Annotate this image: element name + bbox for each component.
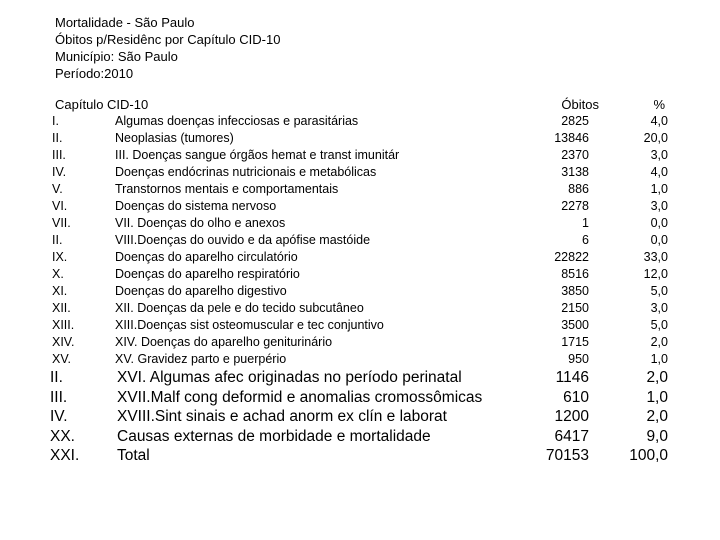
- column-header-chapter: Capítulo CID-10: [55, 97, 149, 112]
- deaths-count: 886: [568, 182, 589, 196]
- table-row: [0, 317, 720, 334]
- chapter-number: X.: [52, 267, 64, 281]
- chapter-description: XVIII.Sint sinais e achad anorm ex clín e laborat: [117, 408, 447, 425]
- chapter-description: XII. Doenças da pele e do tecido subcutâneo: [115, 301, 364, 315]
- table-row: [0, 266, 720, 283]
- chapter-number: III.: [52, 148, 66, 162]
- table-row: [0, 232, 720, 249]
- chapter-number: VI.: [52, 199, 68, 213]
- deaths-count: 610: [563, 388, 589, 406]
- chapter-number: IV.: [52, 165, 67, 179]
- table-row: [0, 181, 720, 198]
- deaths-percent: 0,0: [650, 233, 668, 247]
- table-row: [0, 407, 720, 427]
- deaths-count: 1715: [561, 335, 589, 349]
- table-row: [0, 446, 720, 466]
- chapter-number: XIII.: [52, 318, 75, 332]
- deaths-percent: 20,0: [643, 131, 668, 145]
- deaths-count: 3500: [561, 318, 589, 332]
- chapter-description: Doenças endócrinas nutricionais e metabólicas: [115, 165, 377, 179]
- deaths-count: 1200: [554, 408, 589, 425]
- deaths-count: 6417: [554, 427, 589, 445]
- deaths-count: 70153: [545, 447, 589, 464]
- chapter-description: XV. Gravidez parto e puerpério: [115, 352, 287, 366]
- deaths-percent: 5,0: [650, 318, 668, 332]
- chapter-description: Causas externas de morbidade e mortalidade: [117, 427, 431, 445]
- chapter-number: XI.: [52, 284, 68, 298]
- header-subtitle: Óbitos p/Residênc por Capítulo CID-10: [55, 32, 281, 47]
- chapter-description: Neoplasias (tumores): [115, 131, 234, 145]
- chapter-description: XIV. Doenças do aparelho geniturinário: [115, 335, 333, 349]
- table-row: [0, 147, 720, 164]
- deaths-percent: 3,0: [650, 199, 668, 213]
- mortality-table: [0, 113, 720, 466]
- deaths-count: 2150: [561, 301, 589, 315]
- chapter-number: I.: [52, 114, 59, 128]
- chapter-description: Algumas doenças infecciosas e parasitárias: [115, 114, 359, 128]
- deaths-percent: 9,0: [646, 427, 668, 445]
- chapter-number: XV.: [52, 352, 72, 366]
- deaths-percent: 5,0: [650, 284, 668, 298]
- chapter-number: II.: [50, 369, 63, 386]
- table-row: [0, 368, 720, 388]
- chapter-number: XXI.: [50, 447, 80, 464]
- chapter-number: III.: [50, 388, 68, 406]
- chapter-number: II.: [52, 131, 63, 145]
- table-row: [0, 427, 720, 447]
- table-row: [0, 113, 720, 130]
- chapter-description: XVI. Algumas afec originadas no período perinatal: [117, 369, 462, 386]
- chapter-description: Total: [117, 447, 150, 464]
- deaths-count: 2825: [561, 114, 589, 128]
- table-row: [0, 300, 720, 317]
- table-row: [0, 351, 720, 368]
- deaths-count: 1: [582, 216, 589, 230]
- report-header: [55, 14, 280, 82]
- deaths-count: 3850: [561, 284, 589, 298]
- deaths-count: 22822: [554, 250, 589, 264]
- column-header-deaths: Óbitos: [561, 97, 599, 112]
- deaths-percent: 2,0: [646, 408, 668, 425]
- deaths-percent: 1,0: [646, 388, 668, 406]
- chapter-number: XIV.: [52, 335, 75, 349]
- table-row: [0, 249, 720, 266]
- deaths-count: 2278: [561, 199, 589, 213]
- deaths-count: 6: [582, 233, 589, 247]
- table-row: [0, 334, 720, 351]
- chapter-number: XII.: [52, 301, 71, 315]
- chapter-description: VIII.Doenças do ouvido e da apófise mastóide: [115, 233, 371, 247]
- table-row: [0, 215, 720, 232]
- chapter-description: VII. Doenças do olho e anexos: [115, 216, 286, 230]
- deaths-percent: 12,0: [643, 267, 668, 281]
- deaths-count: 3138: [561, 165, 589, 179]
- table-row: [0, 164, 720, 181]
- chapter-description: Doenças do aparelho circulatório: [115, 250, 298, 264]
- table-row: [0, 130, 720, 147]
- chapter-number: V.: [52, 182, 63, 196]
- deaths-percent: 3,0: [650, 148, 668, 162]
- table-row: [0, 198, 720, 215]
- chapter-number: IV.: [50, 408, 68, 425]
- header-title: Mortalidade - São Paulo: [55, 15, 195, 30]
- chapter-description: Doenças do aparelho digestivo: [115, 284, 287, 298]
- chapter-number: II.: [52, 233, 63, 247]
- table-row: [0, 283, 720, 300]
- chapter-description: Doenças do sistema nervoso: [115, 199, 277, 213]
- header-municipality: Município: São Paulo: [55, 49, 178, 64]
- chapter-description: Transtornos mentais e comportamentais: [115, 182, 339, 196]
- chapter-number: VII.: [52, 216, 71, 230]
- deaths-percent: 0,0: [650, 216, 668, 230]
- deaths-percent: 1,0: [650, 182, 668, 196]
- column-header-percent: %: [653, 97, 665, 112]
- deaths-percent: 2,0: [650, 335, 668, 349]
- deaths-percent: 3,0: [650, 301, 668, 315]
- deaths-count: 950: [568, 352, 589, 366]
- deaths-percent: 33,0: [643, 250, 668, 264]
- chapter-description: XVII.Malf cong deformid e anomalias cromossômicas: [117, 388, 483, 406]
- deaths-percent: 1,0: [650, 352, 668, 366]
- chapter-number: XX.: [50, 427, 75, 445]
- chapter-description: Doenças do aparelho respiratório: [115, 267, 300, 281]
- deaths-count: 13846: [554, 131, 589, 145]
- chapter-description: III. Doenças sangue órgãos hemat e transt imunitár: [115, 148, 400, 162]
- deaths-percent: 4,0: [650, 165, 668, 179]
- deaths-percent: 4,0: [650, 114, 668, 128]
- table-row: [0, 388, 720, 408]
- deaths-count: 8516: [561, 267, 589, 281]
- deaths-count: 1146: [555, 369, 589, 386]
- chapter-number: IX.: [52, 250, 68, 264]
- deaths-percent: 2,0: [646, 369, 668, 386]
- header-period: Período:2010: [55, 66, 134, 81]
- chapter-description: XIII.Doenças sist osteomuscular e tec conjuntivo: [115, 318, 384, 332]
- deaths-count: 2370: [561, 148, 589, 162]
- deaths-percent: 100,0: [629, 447, 668, 464]
